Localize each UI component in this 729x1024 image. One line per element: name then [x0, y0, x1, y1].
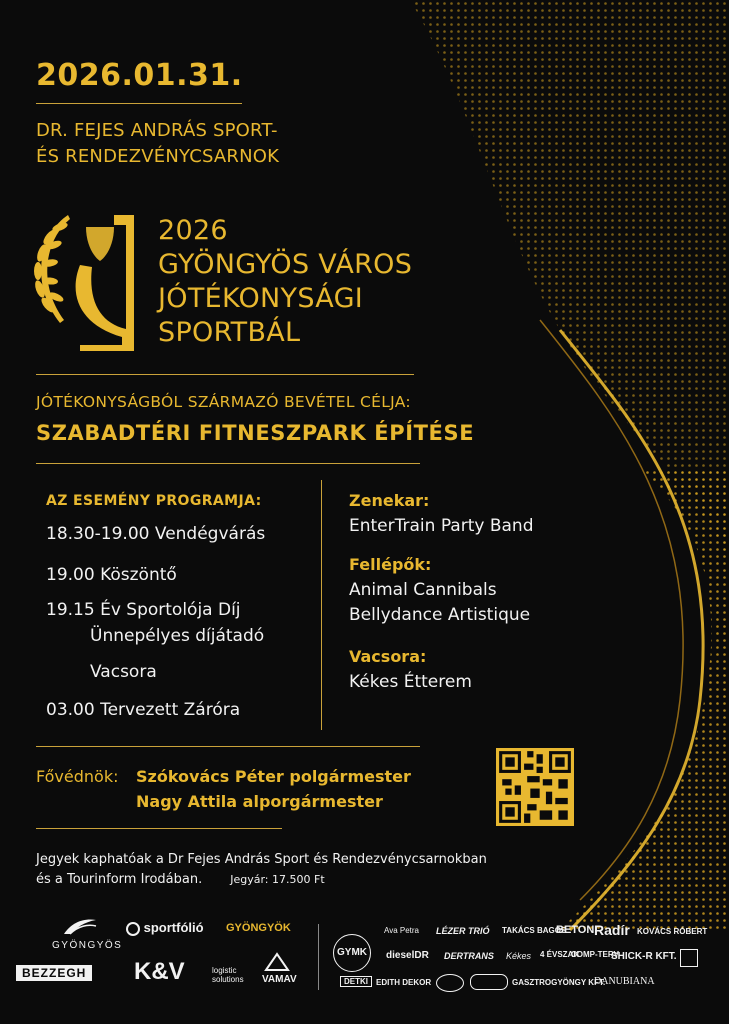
sponsor-gyongyok: GYÖNGYÖK [226, 922, 291, 934]
sponsor-detki: DETKI [340, 976, 372, 987]
title-year: 2026 [158, 215, 228, 246]
divider [36, 103, 242, 104]
patron-2: Nagy Attila alporgármester [136, 792, 383, 811]
divider [36, 746, 420, 747]
event-title [158, 214, 412, 350]
sportfolio-icon [126, 922, 140, 936]
band-name: EnterTrain Party Band [349, 516, 534, 536]
program-time: 19.00 [46, 565, 95, 585]
ticket-price: Jegyár: 17.500 Ft [230, 873, 325, 886]
program-text: Köszöntő [100, 565, 177, 585]
program-time: 03.00 [46, 700, 95, 720]
sponsor-kovacs: KOVÁCS RÓBERT [637, 927, 708, 936]
band-label: Zenekar: [349, 491, 430, 510]
column-divider [321, 480, 322, 730]
title-line-3: JÓTÉKONYSÁGI [158, 283, 364, 314]
ticket-info [36, 850, 487, 890]
program-item [46, 600, 241, 620]
program-text: Vendégvárás [154, 524, 266, 544]
title-line-2: GYÖNGYÖS VÁROS [158, 249, 413, 280]
sponsor-evszak: 4 ÉVSZAK [540, 950, 580, 959]
sponsor-gasztro: GASZTROGYÖNGY KFT. [512, 978, 606, 987]
sponsor-vamav: VAMAV [262, 974, 297, 985]
divider [36, 374, 414, 375]
sponsor-kekes: Kékes [506, 951, 532, 961]
patron-label: Fővédnök: [36, 767, 119, 786]
sponsor-badge-logo-icon [470, 974, 508, 990]
sponsor-sportfolio: sportfólió [126, 920, 204, 936]
sponsor-edith: EDITH DEKOR [376, 978, 432, 987]
sponsor-dertrans: DERTRANS [444, 951, 494, 961]
performers-label: Fellépők: [349, 555, 432, 574]
venue-line-2: ÉS RENDEZVÉNYCSARNOK [36, 146, 280, 167]
qr-code[interactable] [496, 748, 574, 826]
program-text: Tervezett Záróra [100, 700, 241, 720]
event-date: 2026.01.31. [36, 58, 243, 93]
sponsor-beton: BETON [556, 924, 595, 936]
program-text-continued: Ünnepélyes díjátadó [90, 626, 265, 646]
ticket-line-1: Jegyek kaphatóak a Dr Fejes András Sport és Rendezvénycsarnokban [36, 852, 487, 867]
performer-1: Animal Cannibals [349, 580, 497, 600]
event-venue [36, 118, 279, 170]
dinner-venue: Kékes Étterem [349, 672, 472, 692]
venue-line-1: DR. FEJES ANDRÁS SPORT- [36, 120, 278, 141]
goal-value: SZABADTÉRI FITNESZPARK ÉPÍTÉSE [36, 421, 475, 445]
vamav-logo-icon [264, 952, 290, 972]
sponsor-gymk: GYMK [333, 934, 371, 972]
laurel-trophy-icon [30, 205, 150, 355]
divider [36, 463, 420, 464]
sponsor-square-logo-icon [680, 949, 698, 967]
dinner-label: Vacsora: [349, 647, 427, 666]
sponsor-bezzegh: BEZZEGH [16, 965, 92, 981]
sponsor-gyongyos: GYÖNGYÖS [52, 940, 123, 951]
sponsor-radir: Radír [594, 922, 630, 938]
sponsor-lezertrio: LÉZER TRIÓ [436, 926, 490, 936]
program-text: Vacsora [90, 662, 157, 682]
sponsor-takacs: TAKÁCS BAGOS [502, 926, 567, 935]
program-time: 18.30-19.00 [46, 524, 150, 544]
sponsor-danubiana: DANUBIANA [594, 976, 655, 987]
sponsor-avapetra: Ava Petra [384, 926, 419, 935]
sponsor-logistic: logistic solutions [212, 966, 244, 984]
gyongyos-logo-icon [62, 914, 98, 936]
program-item [46, 700, 240, 720]
title-line-4: SPORTBÁL [158, 317, 301, 348]
goal-label: JÓTÉKONYSÁGBÓL SZÁRMAZÓ BEVÉTEL CÉLJA: [36, 393, 411, 411]
divider [36, 828, 282, 829]
patron-1: Szókovács Péter polgármester [136, 767, 411, 786]
sponsor-kv: K&V [134, 958, 185, 985]
program-text: Év Sportolója Díj [100, 600, 241, 620]
sponsor-dieseldr: dieselDR [386, 950, 429, 961]
ticket-line-2: és a Tourinform Irodában. [36, 872, 203, 887]
sponsor-compterv: COMP-TERV [571, 950, 619, 959]
sponsor-oval-logo-icon [436, 974, 464, 992]
program-time: 19.15 [46, 600, 95, 620]
program-title: AZ ESEMÉNY PROGRAMJA: [46, 493, 262, 509]
program-item [46, 524, 265, 544]
performer-2: Bellydance Artistique [349, 605, 531, 625]
sponsor-shick: SHICK-R KFT. [611, 951, 677, 962]
divider [318, 924, 319, 990]
program-item [46, 565, 177, 585]
program-item [90, 662, 157, 682]
